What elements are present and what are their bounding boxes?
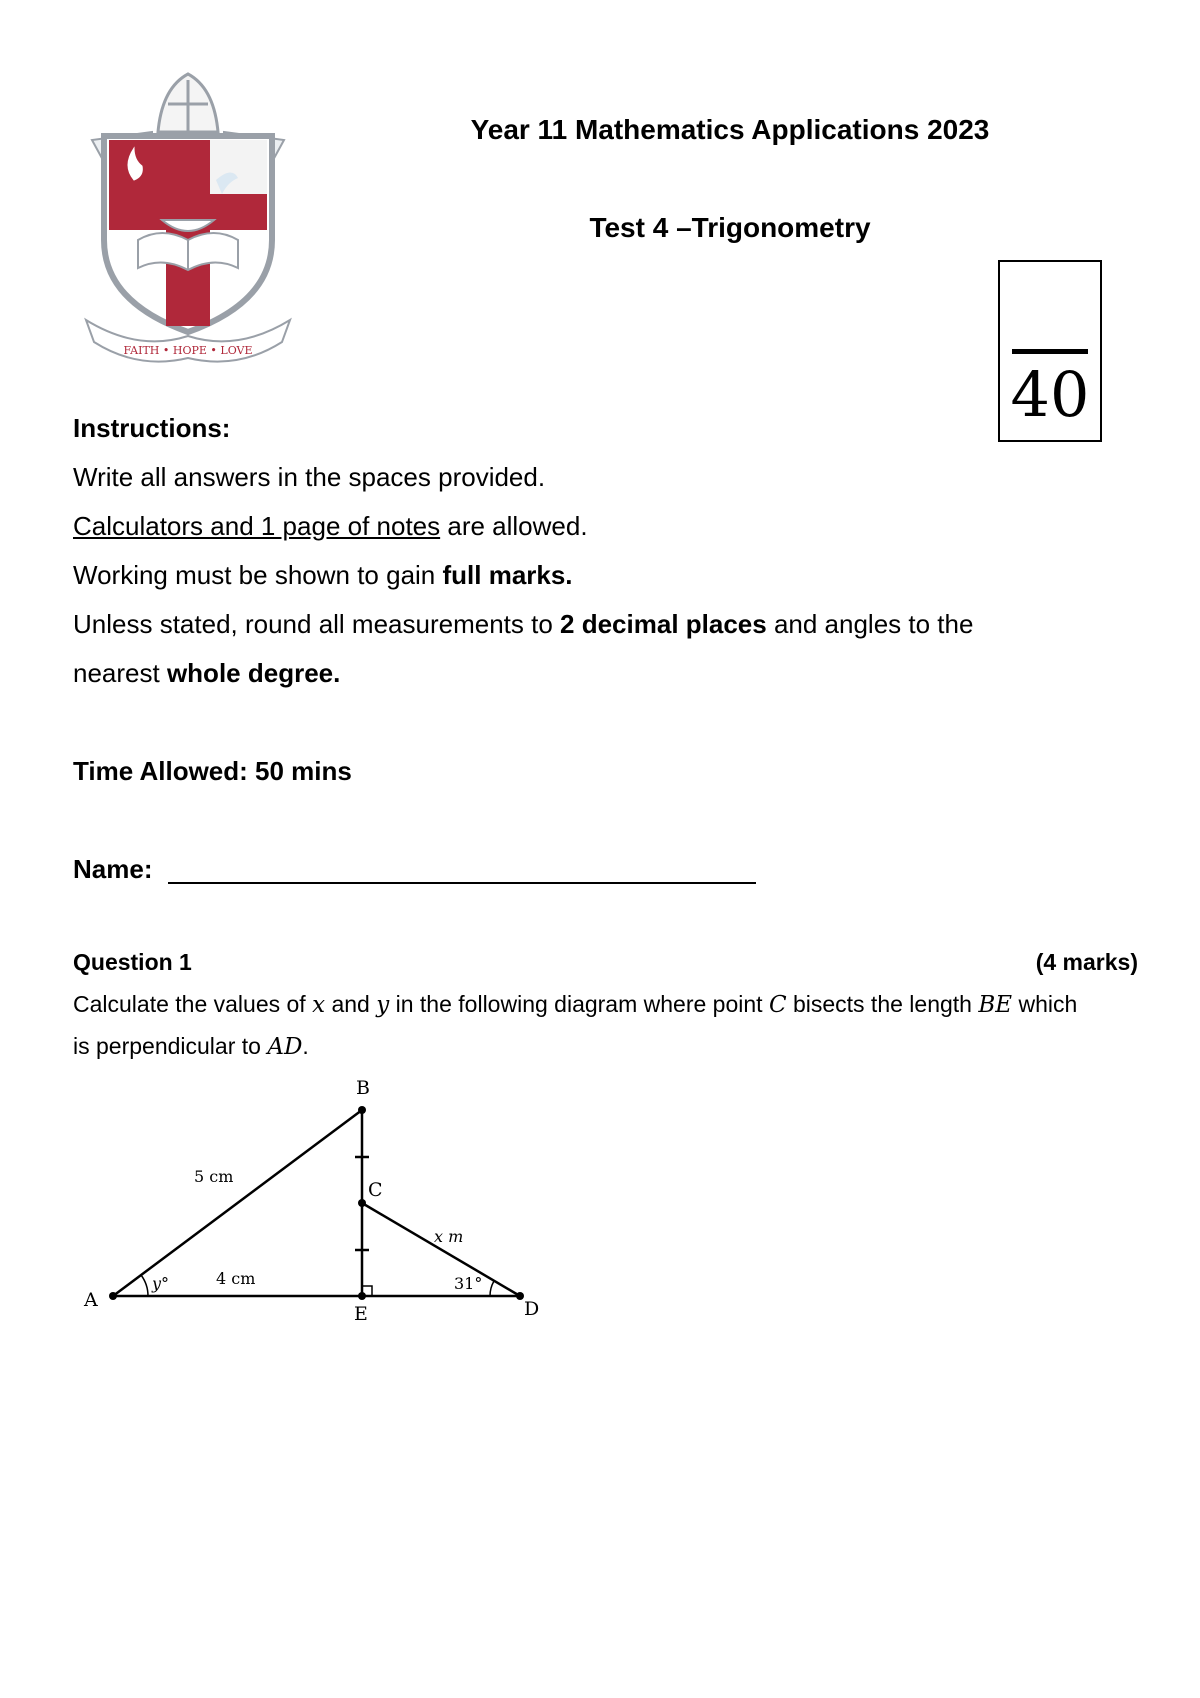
instruction-line-1: Write all answers in the spaces provided. bbox=[73, 462, 546, 492]
point-c bbox=[358, 1199, 366, 1207]
score-blank-line bbox=[1012, 349, 1088, 354]
school-crest-logo bbox=[82, 70, 294, 370]
bold-text: full marks. bbox=[442, 560, 573, 590]
instruction-text: nearest bbox=[73, 658, 167, 688]
instruction-line-5 bbox=[73, 657, 340, 689]
label-a: A bbox=[84, 1289, 98, 1311]
instructions-heading: Instructions: bbox=[73, 413, 231, 443]
point-a bbox=[109, 1292, 117, 1300]
question-text: is perpendicular to bbox=[73, 1033, 268, 1059]
instruction-text: and angles to the bbox=[766, 609, 974, 639]
instruction-text: are allowed. bbox=[440, 511, 588, 541]
score-total: 40 bbox=[1010, 358, 1090, 431]
instruction-line-3 bbox=[73, 559, 573, 591]
side-ae-label: 4 cm bbox=[216, 1269, 256, 1288]
document-title: Year 11 Mathematics Applications 2023 bbox=[470, 114, 990, 145]
name-label: Name: bbox=[73, 854, 153, 884]
question-text: . bbox=[302, 1033, 309, 1059]
side-cd-label: x m bbox=[434, 1227, 464, 1246]
math-var-ad: AD bbox=[267, 1034, 303, 1060]
math-var-c: C bbox=[768, 992, 787, 1018]
angle-arc-a bbox=[141, 1275, 148, 1296]
instruction-text: Unless stated, round all measurements to bbox=[73, 609, 561, 639]
triangle-diagram bbox=[70, 1070, 570, 1340]
question-text: and bbox=[325, 991, 377, 1017]
score-box bbox=[998, 260, 1102, 442]
instruction-text: Working must be shown to gain bbox=[73, 560, 443, 590]
question-text: in the following diagram where point bbox=[389, 991, 769, 1017]
point-b bbox=[358, 1106, 366, 1114]
question-text: Calculate the values of bbox=[73, 991, 313, 1017]
side-ab-label: 5 cm bbox=[194, 1167, 234, 1186]
bold-text: whole degree. bbox=[166, 658, 341, 688]
angle-a-label: y° bbox=[152, 1274, 170, 1293]
time-allowed: Time Allowed: 50 mins bbox=[73, 756, 352, 786]
label-d: D bbox=[524, 1298, 540, 1320]
question-text: bisects the length bbox=[786, 991, 979, 1017]
question-1-text-line-2 bbox=[73, 1031, 309, 1062]
underlined-text: Calculators and 1 page of notes bbox=[73, 511, 441, 541]
side-cd bbox=[362, 1203, 520, 1296]
label-b: B bbox=[356, 1077, 370, 1099]
math-var-y: y bbox=[376, 992, 390, 1018]
angle-d-label: 31° bbox=[454, 1274, 483, 1293]
svg-text:FAITH • HOPE • LOVE: FAITH • HOPE • LOVE bbox=[123, 344, 253, 357]
instruction-line-2 bbox=[73, 510, 588, 542]
question-1-heading: Question 1 bbox=[73, 949, 192, 975]
math-var-be: BE bbox=[978, 992, 1013, 1018]
name-answer-line[interactable] bbox=[168, 882, 756, 884]
angle-arc-d bbox=[490, 1281, 494, 1296]
math-var-x: x bbox=[312, 992, 326, 1018]
point-e bbox=[358, 1292, 366, 1300]
question-1-marks: (4 marks) bbox=[1035, 949, 1138, 975]
label-c: C bbox=[368, 1179, 383, 1201]
bold-text: 2 decimal places bbox=[560, 609, 767, 639]
point-d bbox=[516, 1292, 524, 1300]
label-e: E bbox=[354, 1303, 368, 1325]
instruction-line-4 bbox=[73, 608, 973, 640]
question-1-text-line-1 bbox=[73, 989, 1077, 1020]
test-subtitle: Test 4 –Trigonometry bbox=[589, 212, 871, 243]
question-text: which bbox=[1012, 991, 1078, 1017]
